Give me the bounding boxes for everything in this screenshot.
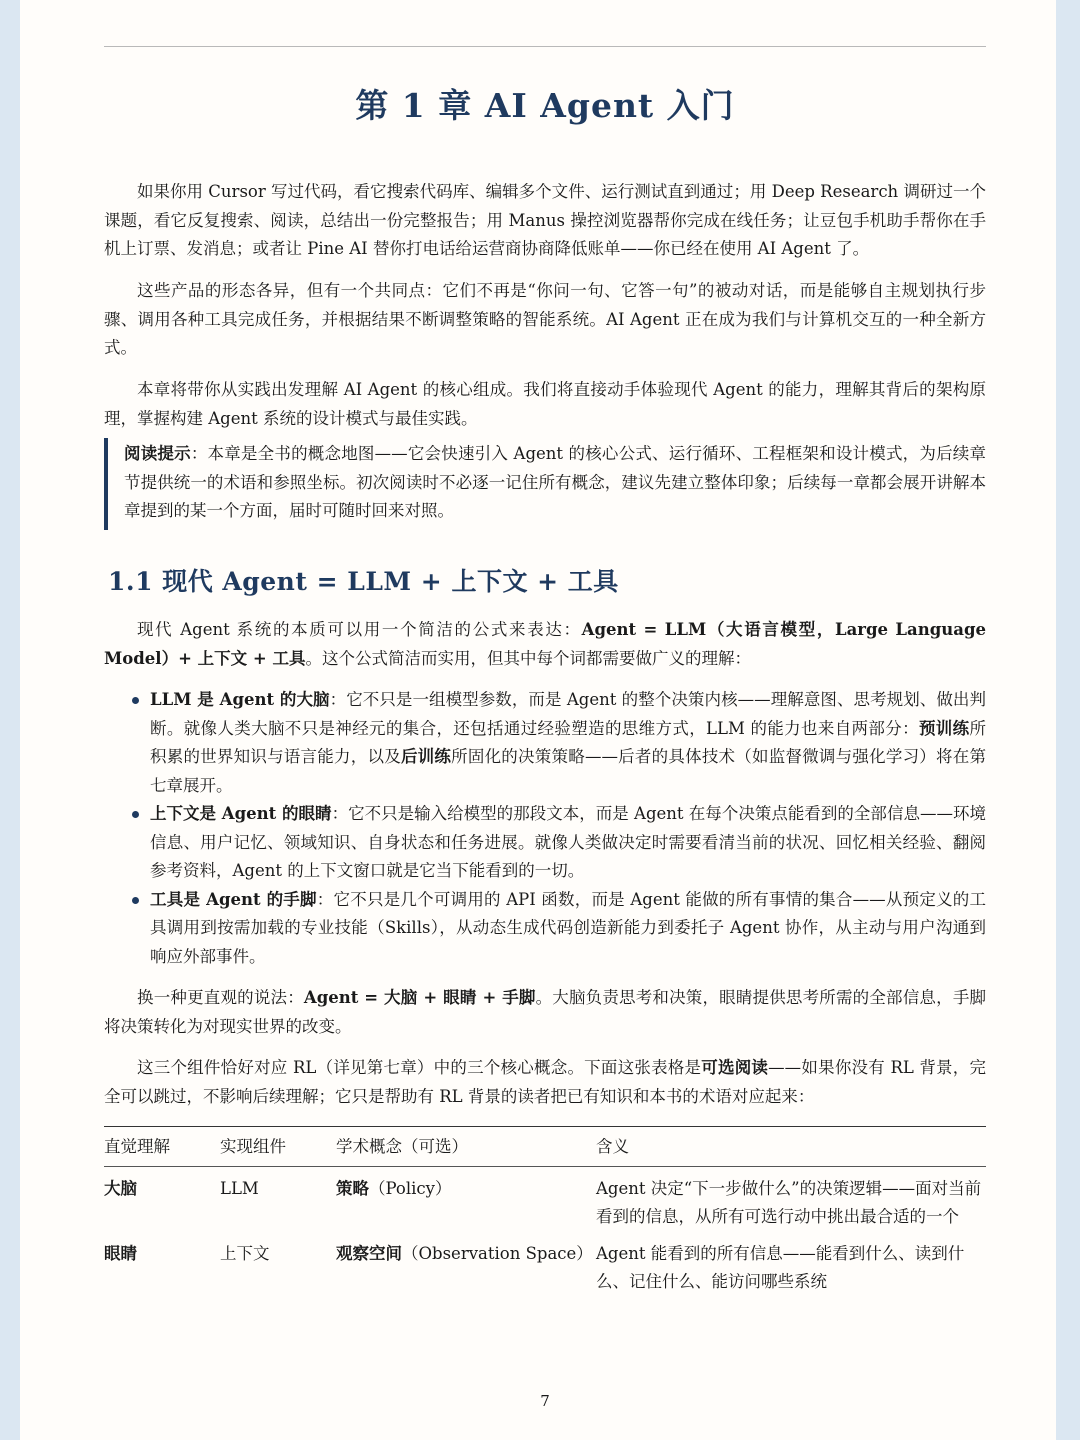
analogy-paragraph — [104, 984, 986, 1041]
page-number: 7 — [540, 1392, 550, 1410]
formula-outro: 。这个公式简洁而实用，但其中每个词都需要做广义的理解： — [305, 648, 751, 668]
intro-paragraph-1: 如果你用 Cursor 写过代码，看它搜索代码库、编辑多个文件、运行测试直到通过；用 Deep Research 调研过一个课题，看它反复搜索、阅读，总结出一份完整报告；用 Manus 操控浏览器帮你完成在线任务；让豆包手机助手帮你在手机上订票、发消息；或者让 Pine AI 替你打电话给运营商协商降低账单——你已经在使用 AI Agent 了。 — [104, 182, 986, 258]
column-header: 直觉理解 — [104, 1137, 170, 1156]
list-item-tools — [104, 886, 986, 972]
optional-reading: 可选阅读 — [701, 1058, 769, 1077]
analogy-outro: 。大脑负责思考和决策，眼睛提供思考所需的全部信息，手脚将决策转化为对现实世界的改变。 — [104, 988, 987, 1036]
column-header: 含义 — [596, 1137, 629, 1156]
bullet-dot — [132, 697, 139, 704]
section-title: 1.1 现代 Agent = LLM + 上下文 + 工具 — [108, 567, 619, 596]
bullet-dot — [132, 897, 139, 904]
list-item-text: ：它不只是输入给模型的那段文本，而是 Agent 在每个决策点能看到的全部信息——环境信息、用户记忆、领域知识、自身状态和任务进展。就像人类做决定时需要看清当前的状况、回忆相关经验、翻阅参考资料，Agent 的上下文窗口就是它当下能看到的一切。 — [150, 804, 986, 880]
reading-tip — [104, 438, 986, 530]
bullet-dot — [132, 811, 139, 818]
reading-tip-label: 阅读提示 — [124, 444, 191, 463]
list-item-text: 所固化的决策策略——后者的具体技术（如监督微调与强化学习）将在第七章展开。 — [150, 747, 987, 795]
header-rule — [104, 46, 986, 47]
list-item-context — [104, 800, 986, 886]
rl-paragraph — [104, 1054, 986, 1111]
table-cell — [104, 1232, 220, 1297]
analogy-intro: 换一种更直观的说法： — [137, 988, 304, 1007]
table-cell — [336, 1232, 596, 1297]
list-item-head: 上下文是 Agent 的眼睛 — [150, 804, 332, 823]
table-cell — [336, 1166, 596, 1232]
table-cell: Agent 决定“下一步做什么”的决策逻辑——面对当前看到的信息，从所有可选行动中挑出最合适的一个 — [596, 1178, 982, 1226]
table-header-row — [104, 1127, 986, 1167]
cell-concept: 观察空间 — [336, 1243, 402, 1263]
column-header: 实现组件 — [220, 1137, 286, 1156]
table-cell — [104, 1166, 220, 1232]
formula: Agent = LLM（大语言模型，Large Language Model）+ 上下文 + 工具 — [104, 620, 986, 668]
analogy-formula: Agent = 大脑 + 眼睛 + 手脚 — [303, 988, 536, 1007]
list-item-bold: 预训练 — [918, 718, 970, 738]
document-page — [20, 0, 1056, 1440]
list-item-head: LLM 是 Agent 的大脑 — [150, 690, 330, 709]
formula-intro: 现代 Agent 系统的本质可以用一个简洁的公式来表达： — [137, 620, 582, 639]
list-item-bold: 后训练 — [400, 747, 452, 766]
cell-concept-en: （Policy） — [369, 1178, 452, 1198]
table-row — [104, 1166, 986, 1232]
component-list — [104, 686, 986, 971]
concept-table — [104, 1126, 986, 1297]
chapter-title: 第 1 章 AI Agent 入门 — [355, 86, 735, 125]
rl-intro: 这三个组件恰好对应 RL（详见第七章）中的三个核心概念。下面这张表格是 — [137, 1058, 702, 1077]
list-item-text: ：它不只是几个可调用的 API 函数，而是 Agent 能做的所有事情的集合——从预定义的工具调用到按需加载的专业技能（Skills），从动态生成代码创造新能力到委托子 Agent 协作，从主动与用户沟通到响应外部事件。 — [150, 889, 987, 966]
cell-concept: 策略 — [336, 1178, 369, 1198]
table-row — [104, 1232, 986, 1297]
intro-paragraph-2: 这些产品的形态各异，但有一个共同点：它们不再是“你问一句、它答一句”的被动对话，而是能够自主规划执行步骤、调用各种工具完成任务，并根据结果不断调整策略的智能系统。AI Agent 正在成为我们与计算机交互的一种全新方式。 — [104, 281, 986, 357]
cell-intuition: 大脑 — [104, 1178, 137, 1198]
table-cell: 上下文 — [220, 1243, 270, 1263]
intro-paragraph-3: 本章将带你从实践出发理解 AI Agent 的核心组成。我们将直接动手体验现代 Agent 的能力，理解其背后的架构原理，掌握构建 Agent 系统的设计模式与最佳实践。 — [104, 380, 986, 428]
formula-paragraph — [104, 616, 986, 673]
list-item-head: 工具是 Agent 的手脚 — [150, 889, 317, 909]
list-item-text: ：它不只是一组模型参数，而是 Agent 的整个决策内核——理解意图、思考规划、做出判断。就像人类大脑不只是神经元的集合，还包括通过经验塑造的思维方式，LLM 的能力也来自两部分： — [150, 690, 986, 738]
column-header: 学术概念（可选） — [336, 1137, 468, 1156]
rl-outro: ——如果你没有 RL 背景，完全可以跳过，不影响后续理解；它只是帮助有 RL 背景的读者把已有知识和本书的术语对应起来： — [104, 1058, 986, 1106]
cell-intuition: 眼睛 — [104, 1243, 137, 1263]
table-cell: Agent 能看到的所有信息——能看到什么、读到什么、记住什么、能访问哪些系统 — [596, 1243, 965, 1291]
table-cell: LLM — [220, 1178, 259, 1198]
list-item-text: 所积累的世界知识与语言能力，以及 — [150, 718, 987, 766]
reading-tip-text: ：本章是全书的概念地图——它会快速引入 Agent 的核心公式、运行循环、工程框架和设计模式，为后续章节提供统一的术语和参照坐标。初次阅读时不必逐一记住所有概念，建议先建立整体印象；后续每一章都会展开讲解本章提到的某一个方面，届时可随时回来对照。 — [124, 444, 987, 520]
list-item-llm — [104, 686, 986, 800]
cell-concept-en: （Observation Space） — [402, 1243, 593, 1263]
